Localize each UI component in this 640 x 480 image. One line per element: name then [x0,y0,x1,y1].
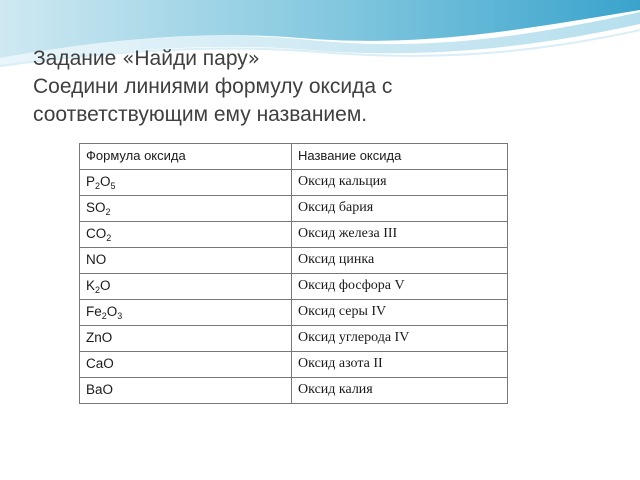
table-row [80,170,508,196]
task-title: Задание «Найди пару» [33,46,261,70]
formula-cell: BaO [80,378,292,404]
formula-cell: ZnO [80,326,292,352]
oxide-name-cell: Оксид фосфора V [292,274,508,300]
table-row [80,378,508,404]
table-row [80,274,508,300]
formula-column-header: Формула оксида [80,144,292,170]
formula-cell: $Fe_2O_3$ [80,300,292,326]
table-row [80,222,508,248]
table-row [80,352,508,378]
table-header-row [80,144,508,170]
formula-cell: CaO [80,352,292,378]
oxide-name-cell: Оксид калия [292,378,508,404]
instruction-line-2: соответствующим ему названием. [33,103,368,126]
instruction-line-1: Соедини линиями формулу оксида с [33,75,393,98]
table-row [80,326,508,352]
oxide-name-cell: Оксид азота II [292,352,508,378]
name-column-header: Название оксида [292,144,508,170]
formula-cell: $CO_2$ [80,222,292,248]
formula-cell: NO [80,248,292,274]
formula-cell: $SO_2$ [80,196,292,222]
formula-cell: $P_2O_5$ [80,170,292,196]
oxide-name-cell: Оксид кальция [292,170,508,196]
oxide-name-cell: Оксид углерода IV [292,326,508,352]
oxide-name-cell: Оксид бария [292,196,508,222]
oxide-name-cell: Оксид серы IV [292,300,508,326]
oxide-matching-table [79,143,508,404]
table-row [80,300,508,326]
formula-cell: $K_2O$ [80,274,292,300]
slide-heading [33,44,613,129]
table-row [80,248,508,274]
oxide-name-cell: Оксид железа III [292,222,508,248]
oxide-name-cell: Оксид цинка [292,248,508,274]
table-row [80,196,508,222]
